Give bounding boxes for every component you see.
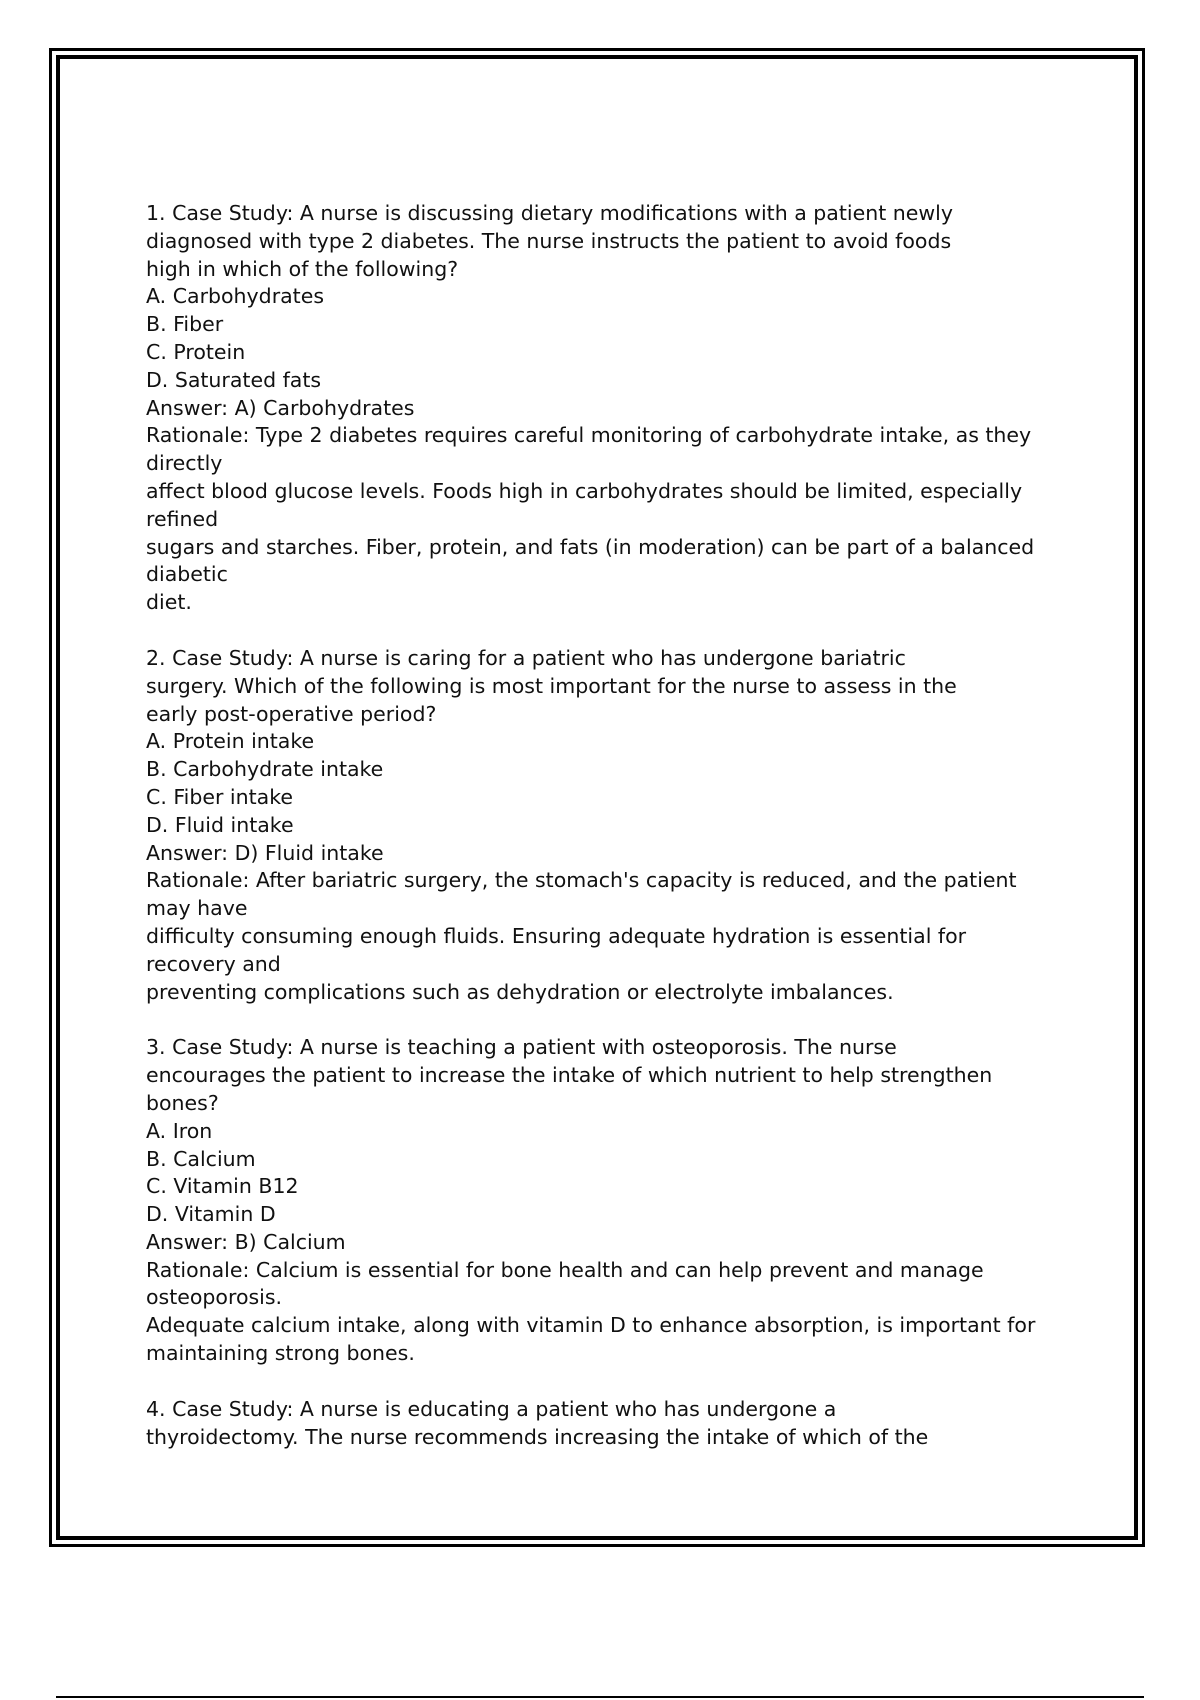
answer-option: B. Carbohydrate intake: [146, 757, 384, 782]
answer-key: Answer: B) Calcium: [146, 1229, 346, 1254]
rationale-line: Rationale: Calcium is essential for bone health and can help prevent and manage: [146, 1257, 984, 1282]
rationale-line: recovery and: [146, 951, 281, 976]
answer-key: Answer: A) Carbohydrates: [146, 395, 415, 420]
question-stem-line: high in which of the following?: [146, 256, 459, 281]
answer-options: [146, 283, 1076, 394]
question-block: [146, 1034, 1076, 1368]
rationale-line: directly: [146, 451, 223, 476]
rationale-line: Rationale: Type 2 diabetes requires careful monitoring of carbohydrate intake, as they: [146, 423, 1032, 448]
answer-key: Answer: D) Fluid intake: [146, 840, 384, 865]
question-stem-line: encourages the patient to increase the intake of which nutrient to help strengthen: [146, 1063, 993, 1088]
question-block: [146, 200, 1076, 617]
rationale-line: sugars and starches. Fiber, protein, and fats (in moderation) can be part of a balanced: [146, 534, 1035, 559]
rationale-line: Adequate calcium intake, along with vitamin D to enhance absorption, is important for: [146, 1313, 1036, 1338]
question-stem-line: bones?: [146, 1090, 219, 1115]
answer-option: D. Fluid intake: [146, 812, 294, 837]
question-stem-line: surgery. Which of the following is most important for the nurse to assess in the: [146, 673, 957, 698]
answer-option: D. Saturated fats: [146, 367, 322, 392]
answer-option: C. Protein: [146, 339, 246, 364]
answer-option: B. Calcium: [146, 1146, 256, 1171]
rationale-line: affect blood glucose levels. Foods high in carbohydrates should be limited, especially: [146, 478, 1023, 503]
rationale-line: diet.: [146, 590, 192, 615]
answer-option: A. Protein intake: [146, 729, 315, 754]
answer-option: A. Carbohydrates: [146, 284, 325, 309]
question-stem-line: 3. Case Study: A nurse is teaching a patient with osteoporosis. The nurse: [146, 1035, 897, 1060]
answer-option: A. Iron: [146, 1118, 213, 1143]
answer-option: C. Fiber intake: [146, 784, 293, 809]
question-block: [146, 1396, 1076, 1452]
rationale-line: diabetic: [146, 562, 228, 587]
rationale-line: osteoporosis.: [146, 1285, 283, 1310]
rationale-line: maintaining strong bones.: [146, 1341, 415, 1366]
document-body: [146, 200, 1076, 1479]
answer-options: [146, 728, 1076, 839]
rationale-line: difficulty consuming enough fluids. Ensuring adequate hydration is essential for: [146, 923, 967, 948]
question-block: [146, 645, 1076, 1006]
rationale-line: refined: [146, 506, 219, 531]
question-stem-line: thyroidectomy. The nurse recommends increasing the intake of which of the: [146, 1424, 929, 1449]
rationale-line: Rationale: After bariatric surgery, the stomach's capacity is reduced, and the patient: [146, 868, 1017, 893]
rationale-line: may have: [146, 896, 248, 921]
answer-option: C. Vitamin B12: [146, 1174, 299, 1199]
rationale-line: preventing complications such as dehydration or electrolyte imbalances.: [146, 979, 894, 1004]
question-stem-line: 2. Case Study: A nurse is caring for a patient who has undergone bariatric: [146, 645, 906, 670]
answer-option: B. Fiber: [146, 312, 224, 337]
footer-rule: [56, 1696, 1144, 1698]
answer-options: [146, 1118, 1076, 1229]
question-stem-line: 4. Case Study: A nurse is educating a patient who has undergone a: [146, 1396, 837, 1421]
question-stem-line: early post-operative period?: [146, 701, 437, 726]
question-stem-line: diagnosed with type 2 diabetes. The nurse instructs the patient to avoid foods: [146, 228, 952, 253]
question-stem-line: 1. Case Study: A nurse is discussing dietary modifications with a patient newly: [146, 201, 953, 225]
answer-option: D. Vitamin D: [146, 1202, 276, 1227]
